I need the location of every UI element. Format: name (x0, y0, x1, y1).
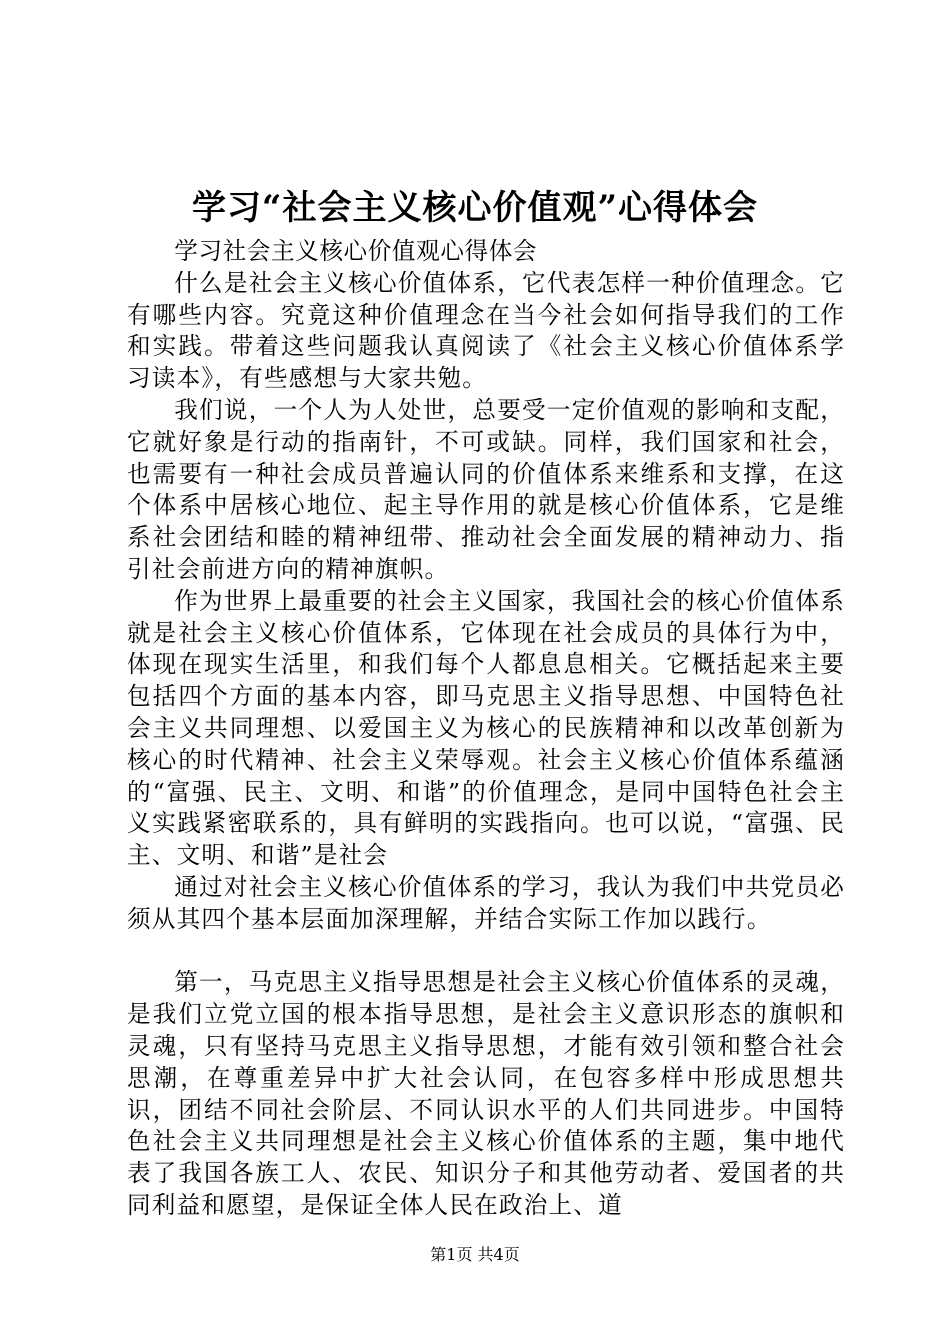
document-subtitle: 学习社会主义核心价值观心得体会 (174, 237, 538, 265)
document-title: 学习“社会主义核心价值观”心得体会 (191, 188, 759, 228)
paragraph: 我们说，一个人为人处世，总要受一定价值观的影响和支配，它就好象是行动的指南针，不可或缺。同样，我们国家和社会，也需要有一种社会成员普遍认同的价值体系来维系和支撑，在这个体系中居核心地位、起主导作用的就是核心价值体系，它是维系社会团结和睦的精神纽带、推动社会全面发展的精神动力、指引社会前进方向的精神旗帜。 (127, 395, 845, 583)
paragraph: 作为世界上最重要的社会主义国家，我国社会的核心价值体系就是社会主义核心价值体系，它体现在社会成员的具体行为中，体现在现实生活里，和我们每个人都息息相关。它概括起来主要包括四个方面的基本内容，即马克思主义指导思想、中国特色社会主义共同理想、以爱国主义为核心的民族精神和以改革创新为核心的时代精神、社会主义荣辱观。社会主义核心价值体系蕴涵的“富强、民主、文明、和谐”的价值理念，是同中国特色社会主义实践紧密联系的，具有鲜明的实践指向。也可以说，“富强、民主、文明、和谐”是社会 (127, 586, 845, 870)
paragraph: 第一，马克思主义指导思想是社会主义核心价值体系的灵魂，是我们立党立国的根本指导思想，是社会主义意识形态的旗帜和灵魂，只有坚持马克思主义指导思想，才能有效引领和整合社会思潮，在尊重差异中扩大社会认同，在包容多样中形成思想共识，团结不同社会阶层、不同认识水平的人们共同进步。中国特色社会主义共同理想是社会主义核心价值体系的主题，集中地代表了我国各族工人、农民、知识分子和其他劳动者、爱国者的共同利益和愿望，是保证全体人民在政治上、道 (127, 968, 845, 1219)
paragraph: 通过对社会主义核心价值体系的学习，我认为我们中共党员必须从其四个基本层面加深理解，并结合实际工作加以践行。 (127, 872, 845, 933)
paragraph-spacer (127, 936, 845, 968)
paragraph: 什么是社会主义核心价值体系，它代表怎样一种价值理念。它有哪些内容。究竟这种价值理念在当今社会如何指导我们的工作和实践。带着这些问题我认真阅读了《社会主义核心价值体系学习读本》，有些感想与大家共勉。 (127, 268, 845, 393)
document-body (127, 236, 845, 1222)
page-number: 第1页 共4页 (430, 1245, 520, 1264)
